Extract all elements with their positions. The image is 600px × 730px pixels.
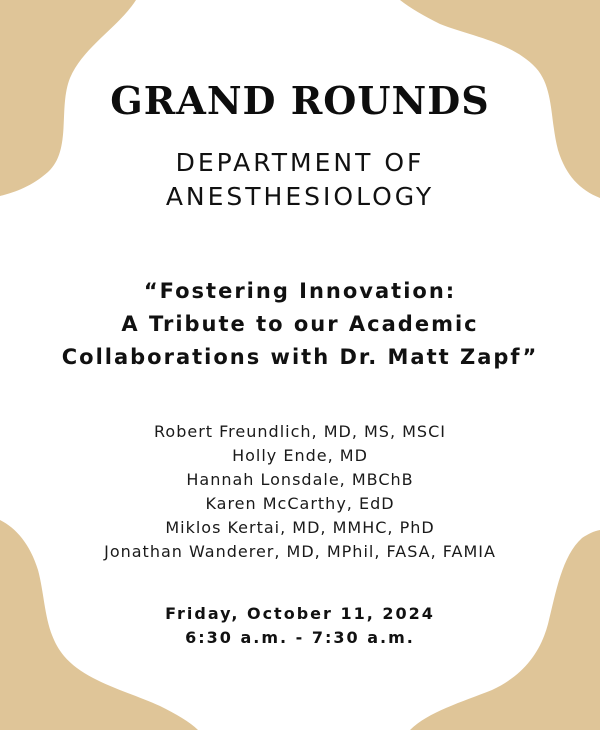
speaker-item: Holly Ende, MD: [232, 446, 368, 465]
talk-title-line-2: A Tribute to our Academic: [121, 312, 479, 336]
event-date: Friday, October 11, 2024: [165, 604, 435, 623]
speaker-list: [0, 420, 600, 564]
talk-title: [0, 275, 600, 374]
speaker-item: Robert Freundlich, MD, MS, MSCI: [154, 422, 446, 441]
event-time: 6:30 a.m. - 7:30 a.m.: [185, 628, 415, 647]
speaker-item: Hannah Lonsdale, MBChB: [186, 470, 414, 489]
event-title: GRAND ROUNDS: [110, 78, 490, 123]
speaker-item: Jonathan Wanderer, MD, MPhil, FASA, FAMIA: [104, 542, 496, 561]
talk-title-line-1: “Fostering Innovation:: [143, 279, 457, 303]
department-name: [0, 146, 600, 214]
talk-title-line-3: Collaborations with Dr. Matt Zapf”: [61, 345, 539, 369]
department-line-1: DEPARTMENT OF: [175, 148, 425, 177]
speaker-item: Miklos Kertai, MD, MMHC, PhD: [165, 518, 435, 537]
event-schedule: [0, 602, 600, 650]
speaker-item: Karen McCarthy, EdD: [205, 494, 395, 513]
department-line-2: ANESTHESIOLOGY: [165, 182, 435, 211]
